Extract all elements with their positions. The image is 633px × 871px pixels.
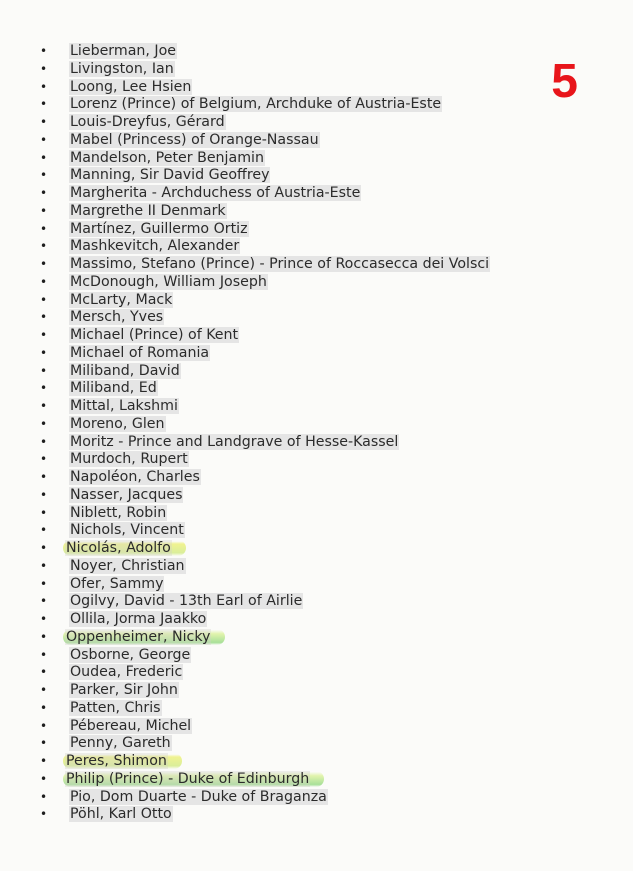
bullet-icon: • <box>40 168 48 183</box>
name-text: Mittal, Lakshmi <box>70 398 178 414</box>
name-text: Moreno, Glen <box>70 415 165 432</box>
bullet-icon: • <box>40 132 48 147</box>
list-item <box>35 132 490 150</box>
bullet-icon: • <box>40 434 48 449</box>
name-text: Penny, Gareth <box>70 735 171 752</box>
bullet-icon: • <box>40 718 48 733</box>
list-item <box>35 96 490 114</box>
list-item <box>35 150 490 168</box>
bullet-icon: • <box>40 736 48 751</box>
name-text: Manning, Sir David Geoffrey <box>70 167 270 184</box>
list-item <box>35 434 490 452</box>
name-text: Ogilvy, David - 13th Earl of Airlie <box>70 593 303 610</box>
list-item <box>35 309 490 327</box>
name-text: Peres, Shimon <box>66 753 167 769</box>
bullet-icon: • <box>40 487 48 502</box>
name-text: Lorenz (Prince) of Belgium, Archduke of Austria-Este <box>70 96 442 113</box>
bullet-icon: • <box>40 310 48 325</box>
name-text: Niblett, Robin <box>70 504 167 521</box>
name-text: Noyer, Christian <box>70 557 185 574</box>
list-item <box>35 558 490 576</box>
list-item <box>35 61 490 79</box>
bullet-icon: • <box>40 239 48 254</box>
name-text: Pio, Dom Duarte - Duke of Braganza <box>70 788 327 805</box>
name-text: Patten, Chris <box>70 699 161 716</box>
name-text: Oudea, Frederic <box>70 664 183 681</box>
list-item <box>35 238 490 256</box>
bullet-icon: • <box>40 79 48 94</box>
name-text: Mashkevitch, Alexander <box>70 238 240 255</box>
name-text: Moritz - Prince and Landgrave of Hesse-Kassel <box>70 433 399 450</box>
list-item <box>35 167 490 185</box>
page-number: 5 <box>551 55 578 108</box>
bullet-icon: • <box>40 203 48 218</box>
bullet-icon: • <box>40 629 48 644</box>
name-text: Michael of Romania <box>70 344 210 361</box>
list-item <box>35 363 490 381</box>
bullet-icon: • <box>40 257 48 271</box>
name-text: Nicolás, Adolfo <box>66 540 171 556</box>
list-item <box>35 753 490 771</box>
name-text: Osborne, George <box>70 646 191 663</box>
list-item <box>35 256 490 274</box>
bullet-icon: • <box>40 647 48 662</box>
list-item <box>35 79 490 97</box>
bullet-icon: • <box>40 399 48 413</box>
name-text: Miliband, Ed <box>70 380 157 397</box>
list-item <box>35 416 490 434</box>
list-item <box>35 274 490 292</box>
name-text: Napoléon, Charles <box>70 469 200 485</box>
highlighter-mark <box>63 629 225 645</box>
bullet-icon: • <box>40 612 48 626</box>
bullet-icon: • <box>40 97 48 112</box>
list-item <box>35 505 490 523</box>
list-item <box>35 593 490 611</box>
bullet-icon: • <box>40 44 48 58</box>
list-item <box>35 576 490 594</box>
name-text: Mandelson, Peter Benjamin <box>70 149 264 166</box>
list-item <box>35 735 490 753</box>
bullet-icon: • <box>40 683 48 697</box>
list-item <box>35 43 490 61</box>
name-text: Nichols, Vincent <box>70 522 184 539</box>
name-text: Michael (Prince) of Kent <box>70 327 239 343</box>
bullet-icon: • <box>40 61 48 76</box>
list-item <box>35 682 490 700</box>
name-text: McDonough, William Joseph <box>70 273 267 290</box>
list-item <box>35 487 490 505</box>
name-text: Mabel (Princess) of Orange-Nassau <box>70 131 319 148</box>
list-item <box>35 327 490 345</box>
name-text: Miliband, David <box>70 362 180 379</box>
list-item <box>35 806 490 824</box>
name-text: Livingston, Ian <box>70 60 174 77</box>
name-text: Murdoch, Rupert <box>70 451 188 468</box>
bullet-icon: • <box>40 292 48 307</box>
list-item <box>35 789 490 807</box>
name-text: Pébereau, Michel <box>70 717 192 734</box>
bullet-icon: • <box>40 505 48 520</box>
bullet-icon: • <box>40 754 48 768</box>
name-text: Oppenheimer, Nicky <box>66 628 211 645</box>
bullet-icon: • <box>40 558 48 573</box>
bullet-icon: • <box>40 665 48 680</box>
bullet-icon: • <box>40 700 48 715</box>
list-item <box>35 611 490 629</box>
bullet-icon: • <box>40 363 48 378</box>
name-text: Nasser, Jacques <box>70 486 183 503</box>
bullet-icon: • <box>40 452 48 467</box>
name-text: Ofer, Sammy <box>70 575 164 592</box>
list-item <box>35 629 490 647</box>
name-text: Lieberman, Joe <box>70 43 177 59</box>
bullet-icon: • <box>40 807 48 822</box>
name-text: Mersch, Yves <box>70 309 164 326</box>
bullet-icon: • <box>40 541 48 555</box>
name-text: Massimo, Stefano (Prince) - Prince of Roccasecca dei Volsci <box>70 256 490 272</box>
bullet-icon: • <box>40 789 48 804</box>
list-item <box>35 398 490 416</box>
bullet-icon: • <box>40 274 48 289</box>
bullet-icon: • <box>40 523 48 538</box>
list-item <box>35 451 490 469</box>
list-item <box>35 771 490 789</box>
name-text: Loong, Lee Hsien <box>70 78 192 95</box>
names-list <box>35 43 490 824</box>
bullet-icon: • <box>40 150 48 165</box>
bullet-icon: • <box>40 576 48 591</box>
bullet-icon: • <box>40 186 48 200</box>
list-item <box>35 185 490 203</box>
list-item <box>35 647 490 665</box>
name-text: McLarty, Mack <box>70 291 173 308</box>
bullet-icon: • <box>40 115 48 129</box>
list-item <box>35 469 490 487</box>
list-item <box>35 540 490 558</box>
name-text: Pöhl, Karl Otto <box>70 806 172 823</box>
name-text: Louis-Dreyfus, Gérard <box>70 114 225 130</box>
list-item <box>35 292 490 310</box>
name-text: Parker, Sir John <box>70 682 178 698</box>
highlighter-mark <box>63 753 182 769</box>
list-item <box>35 664 490 682</box>
highlighter-mark <box>63 771 324 787</box>
bullet-icon: • <box>40 221 48 236</box>
bullet-icon: • <box>40 594 48 609</box>
name-text: Philip (Prince) - Duke of Edinburgh <box>66 770 310 787</box>
list-item <box>35 114 490 132</box>
list-item <box>35 221 490 239</box>
list-item <box>35 345 490 363</box>
name-text: Margrethe II Denmark <box>70 202 226 219</box>
name-text: Martínez, Guillermo Ortiz <box>70 220 248 237</box>
bullet-icon: • <box>40 416 48 431</box>
name-text: Margherita - Archduchess of Austria-Este <box>70 185 361 201</box>
list-item <box>35 522 490 540</box>
list-item <box>35 203 490 221</box>
list-item <box>35 718 490 736</box>
bullet-icon: • <box>40 470 48 484</box>
bullet-icon: • <box>40 345 48 360</box>
bullet-icon: • <box>40 328 48 342</box>
list-item <box>35 700 490 718</box>
highlighter-mark <box>63 540 186 556</box>
name-text: Ollila, Jorma Jaakko <box>70 611 207 627</box>
bullet-icon: • <box>40 381 48 396</box>
bullet-icon: • <box>40 771 48 786</box>
list-item <box>35 380 490 398</box>
